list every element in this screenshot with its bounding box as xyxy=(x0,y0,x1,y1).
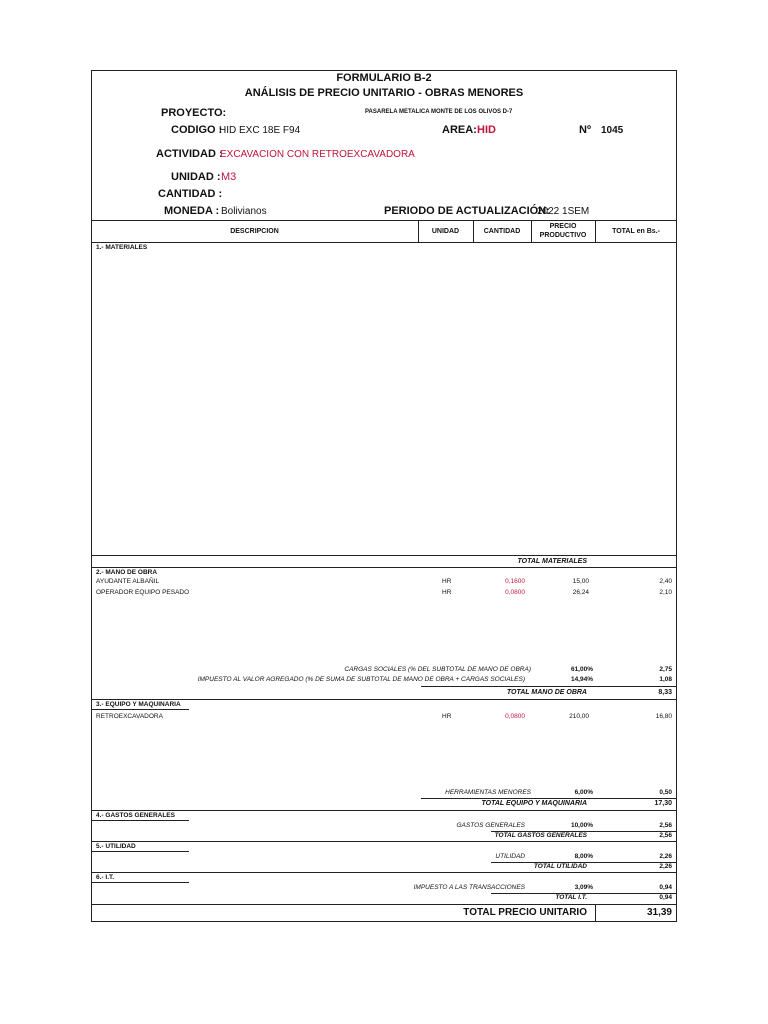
mano-obra-item-unit: HR xyxy=(442,578,452,585)
actividad-value: EXCAVACION CON RETROEXCAVADORA xyxy=(220,149,415,160)
periodo-value: 2022 1SEM xyxy=(537,206,590,217)
it-line-value: 0,94 xyxy=(659,884,672,891)
it-heading-rule xyxy=(91,882,189,883)
total-gastos-value: 2,56 xyxy=(659,832,672,839)
it-heading: 6.- I.T. xyxy=(96,874,115,881)
moneda-value: Bolivianos xyxy=(221,206,267,217)
total-mano-obra-value: 8,33 xyxy=(658,689,672,696)
proyecto-value: PASARELA METALICA MONTE DE LOS OLIVOS D-7 xyxy=(365,109,513,115)
utilidad-line-label: UTILIDAD xyxy=(495,853,525,860)
total-it-label: TOTAL I.T. xyxy=(555,894,587,901)
total-utilidad-label: TOTAL UTILIDAD xyxy=(533,863,587,870)
mano-obra-heading: 2.- MANO DE OBRA xyxy=(96,569,158,576)
equipo-item-qty: 0,0800 xyxy=(505,713,525,720)
unidad-value: M3 xyxy=(221,171,237,183)
total-gastos-label: TOTAL GASTOS GENERALES xyxy=(494,832,587,839)
materiales-rule xyxy=(91,555,677,556)
materiales-end-rule xyxy=(91,567,677,568)
herramientas-pct: 6,00% xyxy=(574,789,593,796)
iva-value: 1,08 xyxy=(659,676,672,683)
form-subtitle: ANÁLISIS DE PRECIO UNITARIO - OBRAS MENORES xyxy=(244,87,524,99)
col-unidad: UNIDAD xyxy=(431,228,460,235)
equipo-item-desc: RETROEXCAVADORA xyxy=(96,713,163,720)
header-top-rule xyxy=(91,220,677,221)
form-title: FORMULARIO B-2 xyxy=(336,72,432,84)
materiales-heading: 1.- MATERIALES xyxy=(96,244,148,251)
gastos-line-value: 2,56 xyxy=(659,822,672,829)
cantidad-label: CANTIDAD : xyxy=(158,188,223,200)
iva-pct: 14,94% xyxy=(570,676,593,683)
utilidad-heading-rule xyxy=(91,851,189,852)
mano-obra-end-rule xyxy=(91,699,677,700)
total-materiales-label: TOTAL MATERIALES xyxy=(517,558,587,565)
herramientas-value: 0,50 xyxy=(659,789,672,796)
mano-obra-subtotal-rule xyxy=(421,686,677,687)
numero-value: 1045 xyxy=(601,125,624,136)
unidad-label: UNIDAD : xyxy=(171,171,221,183)
equipo-item-price: 210,00 xyxy=(569,713,589,720)
mano-obra-item-desc: AYUDANTE ALBAÑIL xyxy=(96,578,160,585)
mano-obra-item-price: 26,24 xyxy=(572,589,589,596)
cargas-sociales-label: CARGAS SOCIALES (% DEL SUBTOTAL DE MANO DE OBRA) xyxy=(344,666,531,673)
equipo-item-unit: HR xyxy=(442,713,452,720)
grand-total-value: 31,39 xyxy=(646,907,672,918)
cargas-sociales-pct: 61,00% xyxy=(570,666,593,673)
mano-obra-item-unit: HR xyxy=(442,589,452,596)
it-end-rule xyxy=(91,904,677,905)
equipo-end-rule xyxy=(91,810,677,811)
herramientas-label: HERRAMIENTAS MENORES xyxy=(445,789,531,796)
equipo-heading-rule xyxy=(91,709,189,710)
total-equipo-label: TOTAL EQUIPO Y MAQUINARIA xyxy=(481,800,587,807)
codigo-label: CODIGO : xyxy=(171,124,223,136)
gastos-line-label: GASTOS GENERALES xyxy=(456,822,525,829)
mano-obra-item-total: 2,10 xyxy=(659,589,672,596)
utilidad-end-rule xyxy=(91,872,677,873)
col-cantidad: CANTIDAD xyxy=(483,228,521,235)
mano-obra-item-total: 2,40 xyxy=(659,578,672,585)
total-it-value: 0,94 xyxy=(659,894,672,901)
grand-total-label: TOTAL PRECIO UNITARIO xyxy=(463,907,587,918)
utilidad-line-value: 2,26 xyxy=(659,853,672,860)
total-mano-obra-label: TOTAL MANO DE OBRA xyxy=(506,689,587,696)
col-precio-line2: PRODUCTIVO xyxy=(539,232,587,239)
mano-obra-item-desc: OPERADOR EQUIPO PESADO xyxy=(96,589,190,596)
mano-obra-item-price: 15,00 xyxy=(572,578,589,585)
codigo-value: HID EXC 18E F94 xyxy=(219,125,301,136)
area-label: AREA: xyxy=(442,124,477,136)
unit-price-form xyxy=(91,70,677,922)
gastos-heading: 4.- GASTOS GENERALES xyxy=(96,812,175,819)
numero-label: Nº xyxy=(579,124,591,136)
periodo-label: PERIODO DE ACTUALIZACIÓN: xyxy=(384,205,550,217)
it-line-label: IMPUESTO A LAS TRANSACCIONES xyxy=(413,884,525,891)
gastos-heading-rule xyxy=(91,820,189,821)
col-precio-line1: PRECIO xyxy=(549,223,577,230)
total-utilidad-value: 2,26 xyxy=(659,863,672,870)
equipo-heading: 3.- EQUIPO Y MAQUINARIA xyxy=(96,701,181,708)
it-line-pct: 3,09% xyxy=(574,884,593,891)
header-bottom-rule xyxy=(91,242,677,243)
area-value: HID xyxy=(477,124,496,136)
mano-obra-item-qty: 0,1600 xyxy=(505,578,525,585)
equipo-item-total: 16,80 xyxy=(655,713,672,720)
equipo-subtotal-rule xyxy=(421,798,677,799)
cargas-sociales-value: 2,75 xyxy=(659,666,672,673)
utilidad-line-pct: 8,00% xyxy=(574,853,593,860)
col-descripcion: DESCRIPCION xyxy=(230,228,279,235)
actividad-label: ACTIVIDAD : xyxy=(156,148,223,160)
moneda-label: MONEDA : xyxy=(164,205,220,217)
proyecto-label: PROYECTO: xyxy=(161,107,227,119)
gastos-end-rule xyxy=(91,841,677,842)
gastos-line-pct: 10,00% xyxy=(570,822,593,829)
total-equipo-value: 17,30 xyxy=(654,800,672,807)
iva-label: IMPUESTO AL VALOR AGREGADO (% DE SUMA DE SUBTOTAL DE MANO DE OBRA + CARGAS SOCIALES) xyxy=(197,676,525,683)
col-total: TOTAL en Bs.- xyxy=(612,228,660,235)
mano-obra-item-qty: 0,0800 xyxy=(505,589,525,596)
utilidad-heading: 5.- UTILIDAD xyxy=(96,843,136,850)
